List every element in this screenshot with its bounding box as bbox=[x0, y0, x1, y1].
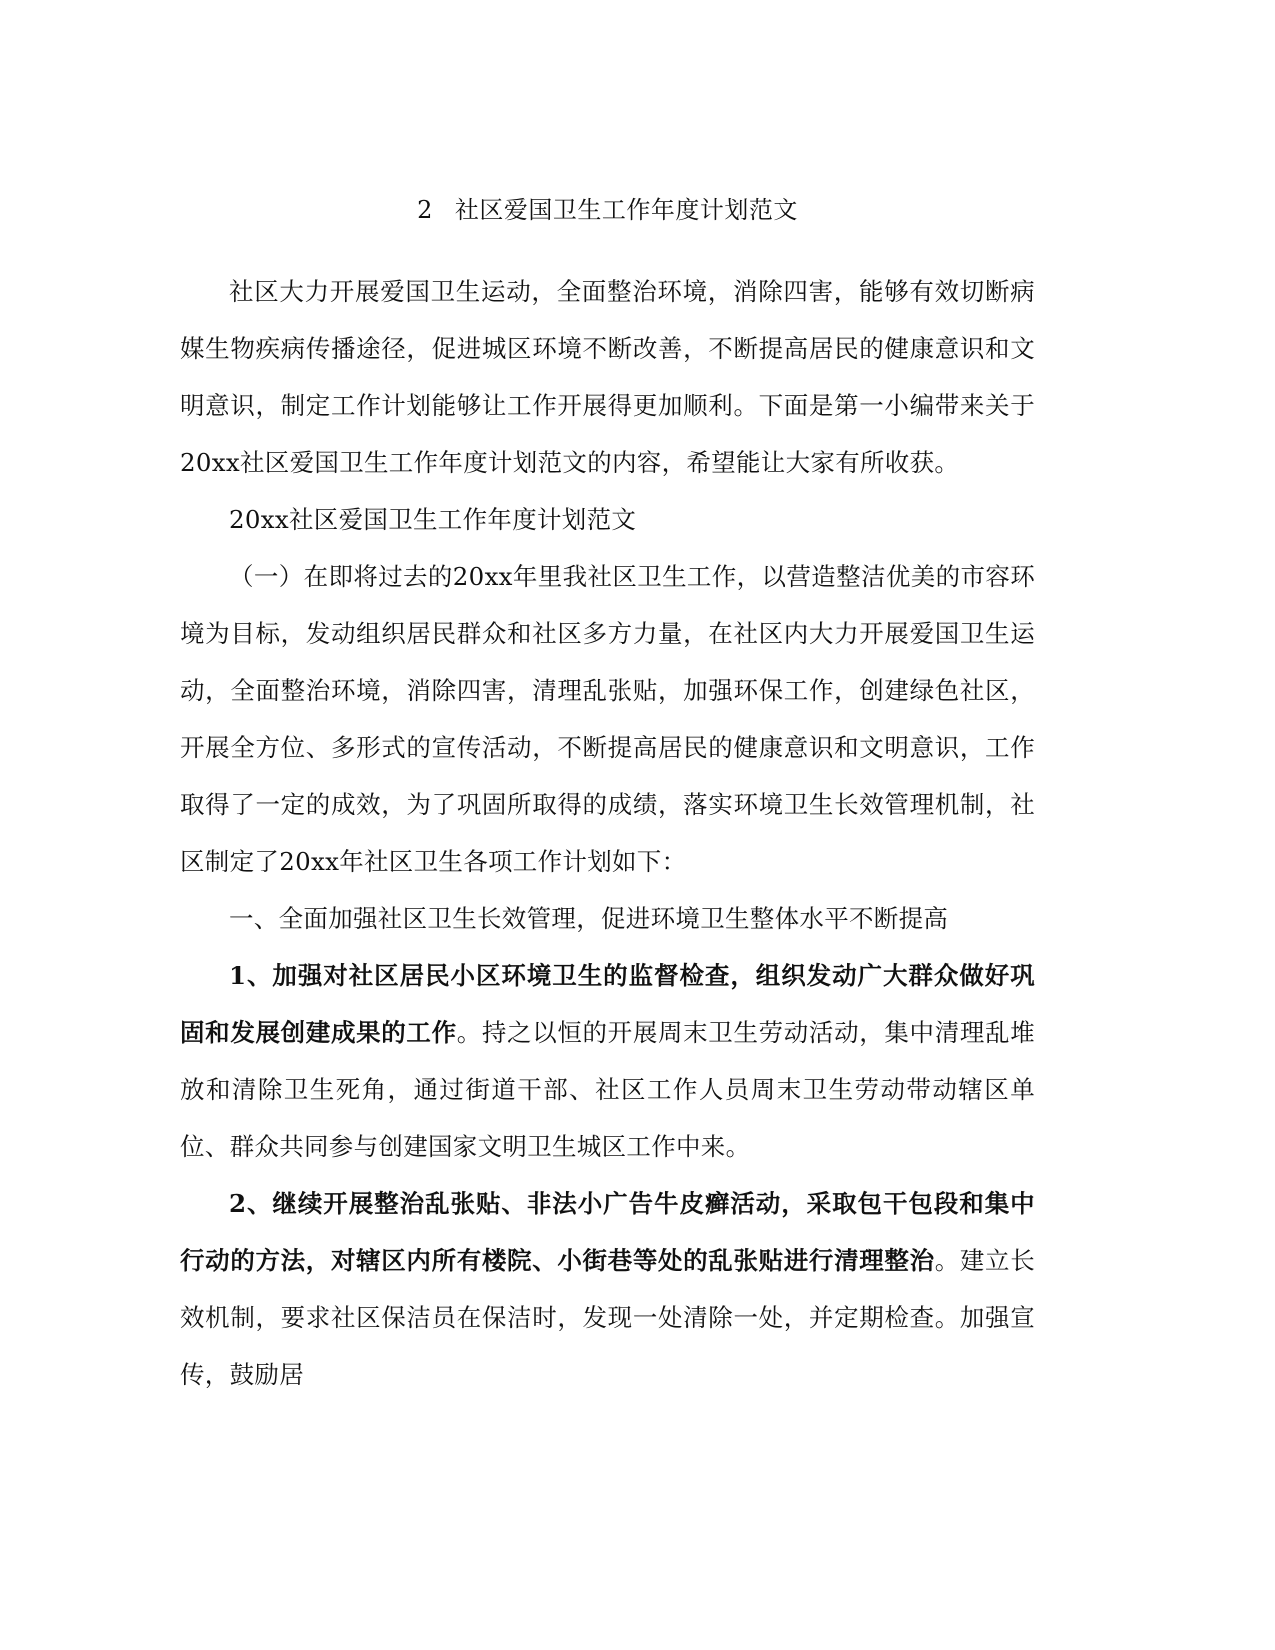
item-1-bold-lead: 1、加强对社区居民小区环境卫生的监督检查，组织发动广大群众做好巩固和发展创建成果的工作 bbox=[180, 961, 1035, 1047]
section-one-paragraph: （一）在即将过去的20xx年里我社区卫生工作，以营造整洁优美的市容环境为目标，发动组织居民群众和社区多方力量，在社区内大力开展爱国卫生运动，全面整治环境，消除四害，清理乱张贴，加强环保工作，创建绿色社区，开展全方位、多形式的宣传活动，不断提高居民的健康意识和文明意识，工作取得了一定的成效，为了巩固所取得的成绩，落实环境卫生长效管理机制，社区制定了20xx年社区卫生各项工作计划如下： bbox=[180, 562, 1035, 876]
document-title bbox=[180, 195, 1035, 225]
item-2-bold-lead: 2、继续开展整治乱张贴、非法小广告牛皮癣活动，采取包干包段和集中行动的方法，对辖区内所有楼院、小街巷等处的乱张贴进行清理整治 bbox=[180, 1189, 1035, 1275]
document-body bbox=[180, 195, 1035, 1403]
item-2-body: 。建立长效机制，要求社区保洁员在保洁时，发现一处清除一处，并定期检查。加强宣传，鼓励居 bbox=[180, 1246, 1036, 1389]
item-1-body: 。持之以恒的开展周末卫生劳动活动，集中清理乱堆放和清除卫生死角，通过街道干部、社区工作人员周末卫生劳动带动辖区单位、群众共同参与创建国家文明卫生城区工作中来。 bbox=[180, 1018, 1035, 1161]
plan-subtitle: 20xx社区爱国卫生工作年度计划范文 bbox=[229, 505, 637, 534]
title-text: 社区爱国卫生工作年度计划范文 bbox=[454, 196, 798, 224]
item-2-paragraph bbox=[180, 1175, 1035, 1403]
heading-one: 一、全面加强社区卫生长效管理，促进环境卫生整体水平不断提高 bbox=[229, 904, 949, 933]
item-1-paragraph bbox=[180, 947, 1035, 1175]
intro-paragraph: 社区大力开展爱国卫生运动，全面整治环境，消除四害，能够有效切断病媒生物疾病传播途径，促进城区环境不断改善，不断提高居民的健康意识和文明意识，制定工作计划能够让工作开展得更加顺利。下面是第一小编带来关于20xx社区爱国卫生工作年度计划范文的内容，希望能让大家有所收获。 bbox=[180, 277, 1035, 477]
title-number: 2 bbox=[417, 196, 433, 224]
